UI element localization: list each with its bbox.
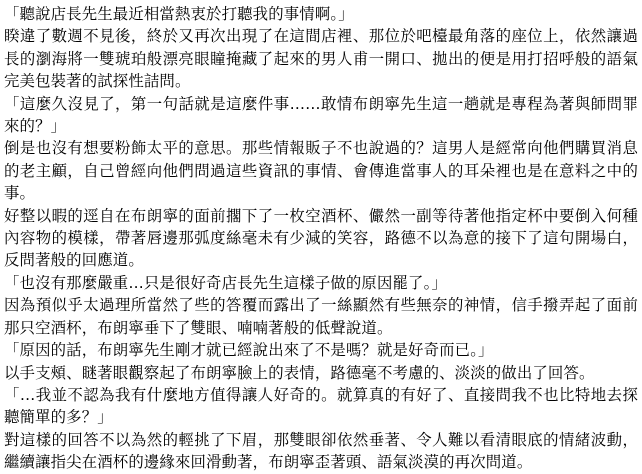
narration-paragraph: 對這樣的回答不以為然的輕挑了下眉，那雙眼卻依然垂著、令人難以看清眼底的情緒波動，繼續讓指尖在酒杯的邊緣來回滑動著，布朗寧歪著頭、語氣淡漠的再次問道。 (4, 430, 638, 472)
dialogue-line: 「原因的話，布朗寧先生剛才就已經說出來了不是嗎？就是好奇而已。」 (4, 341, 494, 360)
dialogue-line: 「…我並不認為我有什麼地方值得讓人好奇的。就算真的有好了、直接問我不也比特地去探聽簡單的多？」 (4, 385, 638, 427)
narration-paragraph: 好整以暇的逕自在布朗寧的面前擱下了一枚空酒杯、儼然一副等待著他指定杯中要倒入何種內容物的模樣，帶著唇邊那弧度絲毫未有少減的笑容，路德不以為意的接下了這句開場白，反問著般的回應道。 (4, 206, 638, 270)
narration-paragraph: 睽違了數週不見後，終於又再次出現了在這間店裡、那位於吧檯最角落的座位上，依然讓過長的瀏海將一雙琥珀般漂亮眼瞳掩藏了起來的男人甫一開口、拋出的便是用打招呼般的語氣完美包裝著的試探性詰問。 (4, 27, 638, 91)
narration-paragraph: 因為預似乎太過理所當然了些的答覆而露出了一絲顯然有些無奈的神情，信手撥弄起了面前那只空酒杯，布朗寧垂下了雙眼、喃喃著般的低聲說道。 (4, 296, 638, 337)
dialogue-line: 「這麼久沒見了，第一句話就是這麼件事……敢情布朗寧先生這一趟就是專程為著與師問罪來的？」 (4, 94, 638, 136)
dialogue-line: 「聽說店長先生最近相當熱衷於打聽我的事情啊。」 (4, 5, 354, 23)
narration-paragraph: 倒是也沒有想要粉飾太平的意思。那些情報販子不也說過的？這男人是經常向他們購買消息的老主顧，自己曾經向他們問過這些資訊的事情、會傳進當事人的耳朵裡也是在意料之中的事。 (4, 139, 638, 203)
narration-paragraph: 以手支頰、瞇著眼觀察起了布朗寧臉上的表情，路德毫不考慮的、淡淡的做出了回答。 (4, 363, 595, 382)
document-body (4, 3, 638, 474)
dialogue-line: 「也沒有那麼嚴重…只是很好奇店長先生這樣子做的原因罷了。」 (4, 273, 447, 292)
